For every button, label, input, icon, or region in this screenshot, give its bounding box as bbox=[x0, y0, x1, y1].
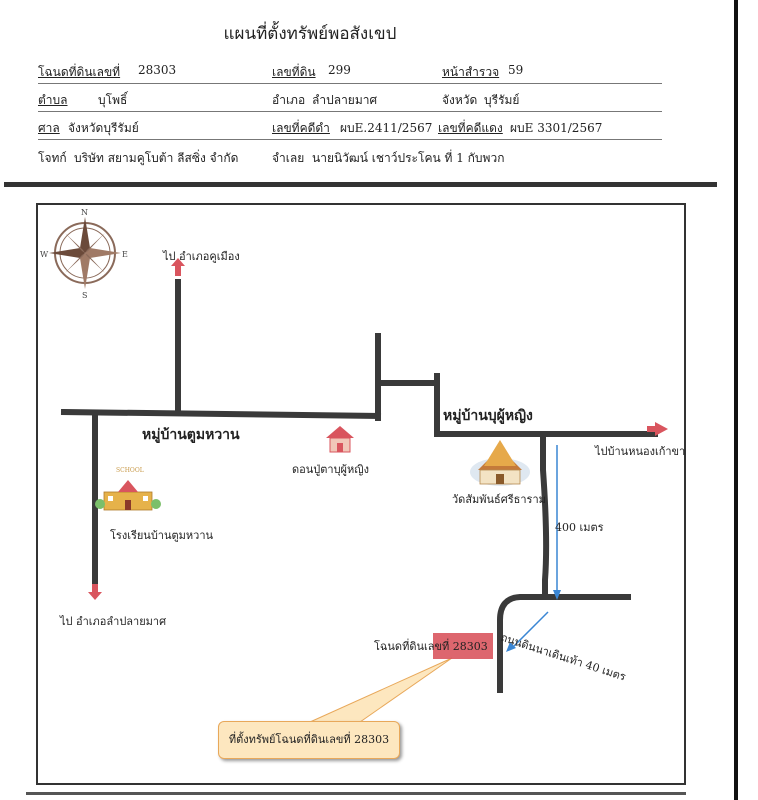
label-village-bu-phu-ying: หมู่บ้านบุผู้หญิง bbox=[443, 408, 533, 424]
deed-number-label: โฉนดที่ดินเลขที่ bbox=[38, 65, 121, 79]
subdistrict-label: ตำบล bbox=[38, 93, 68, 107]
compass-n-label: N bbox=[81, 208, 88, 217]
label-donta-shrine: ดอนปู่ตาบุผู้หญิง bbox=[292, 463, 369, 476]
school-icon bbox=[95, 480, 161, 510]
label-distance-400m: 400 เมตร bbox=[555, 521, 604, 534]
province-label: จังหวัด bbox=[442, 93, 478, 107]
land-number-label: เลขที่ดิน bbox=[272, 65, 316, 79]
label-to-nong-kao-kha: ไปบ้านหนองเก้าขา bbox=[595, 445, 686, 458]
callout-pointer bbox=[310, 658, 452, 722]
defendant-label: จำเลย bbox=[272, 151, 305, 165]
label-village-tum-wan: หมู่บ้านตูมหวาน bbox=[142, 427, 240, 443]
arrow-down-lam-plai-mat-icon bbox=[88, 584, 102, 600]
court-label: ศาล bbox=[38, 121, 60, 135]
property-location-callout: ที่ตั้งทรัพย์โฉนดที่ดินเลขที่ 28303 bbox=[218, 721, 400, 759]
plaintiff-value: บริษัท สยามคูโบต้า ลีสซิ่ง จำกัด bbox=[74, 151, 239, 165]
label-dirt-road-40m: ถนนดินนาเดินเท้า 40 เมตร bbox=[499, 630, 628, 684]
label-temple: วัดสัมพันธ์ศรีธาราม bbox=[452, 493, 546, 506]
school-sign-text: SCHOOL bbox=[116, 467, 144, 474]
page-title: แผนที่ตั้งทรัพย์พอสังเขป bbox=[223, 24, 397, 44]
land-number-value: 299 bbox=[328, 63, 351, 77]
compass-w-label: W bbox=[40, 250, 49, 259]
shrine-house-icon bbox=[326, 426, 354, 452]
district-value: ลำปลายมาศ bbox=[312, 93, 378, 107]
survey-page-label: หน้าสำรวจ bbox=[442, 65, 500, 79]
district-label: อำเภอ bbox=[272, 93, 306, 107]
temple-icon bbox=[470, 440, 530, 486]
compass-rose bbox=[49, 217, 121, 289]
red-case-value: ผบE 3301/2567 bbox=[510, 121, 603, 135]
label-to-lam-plai-mat: ไป อำเภอลำปลายมาศ bbox=[60, 615, 167, 628]
label-school: โรงเรียนบ้านตูมหวาน bbox=[110, 529, 214, 542]
red-case-label: เลขที่คดีแดง bbox=[438, 121, 503, 135]
compass-e-label: E bbox=[122, 250, 128, 259]
court-value: จังหวัดบุรีรัมย์ bbox=[68, 121, 139, 135]
compass-s-label: S bbox=[82, 291, 88, 300]
subdistrict-value: บุโพธิ์ bbox=[98, 93, 128, 107]
bottom-border-line bbox=[26, 792, 686, 795]
plaintiff-label: โจทก์ bbox=[38, 151, 67, 165]
label-to-khu-mueang: ไป อำเภอคูเมือง bbox=[163, 250, 240, 263]
black-case-value: ผบE.2411/2567 bbox=[340, 121, 433, 135]
road-tum-wan-village bbox=[64, 412, 378, 416]
defendant-value: นายนิวัฒน์ เชาว์ประโคน ที่ 1 กับพวก bbox=[312, 151, 505, 165]
black-case-label: เลขที่คดีดำ bbox=[272, 121, 330, 135]
label-plot-deed: โฉนดที่ดินเลขที่ 28303 bbox=[374, 640, 488, 653]
province-value: บุรีรัมย์ bbox=[484, 93, 520, 107]
survey-page-value: 59 bbox=[508, 63, 524, 77]
deed-number-value: 28303 bbox=[138, 63, 177, 77]
road-south bbox=[543, 434, 546, 595]
